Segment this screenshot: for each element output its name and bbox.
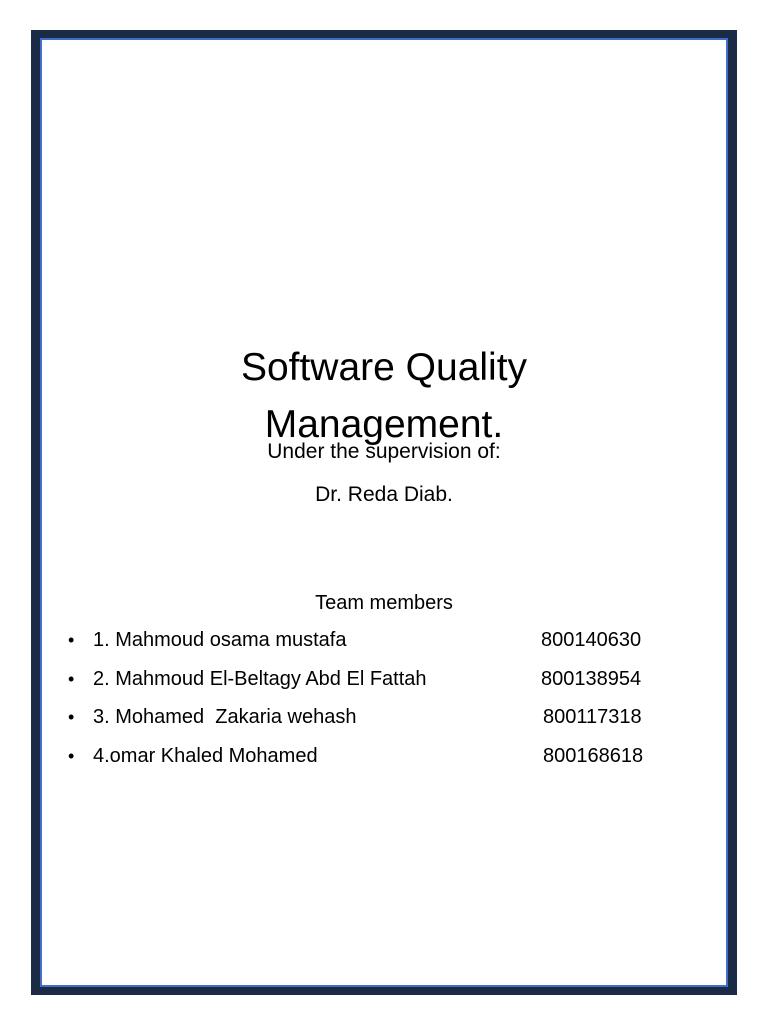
document-title — [0, 339, 768, 453]
member-id: 800168618 — [543, 745, 644, 768]
member-id: 800117318 — [543, 706, 642, 729]
list-item — [68, 665, 668, 704]
supervisor-name: Dr. Reda Diab. — [315, 483, 453, 506]
member-name: 4.omar Khaled Mohamed — [93, 745, 318, 768]
member-id: 800138954 — [541, 667, 642, 690]
list-item — [68, 703, 668, 742]
bullet-icon: • — [68, 630, 75, 650]
list-item — [68, 626, 668, 665]
member-id: 800140630 — [541, 629, 642, 651]
member-name: 1. Mahmoud osama mustafa — [93, 629, 347, 651]
bullet-icon: • — [68, 746, 75, 767]
list-item — [68, 742, 668, 781]
member-name: 3. Mohamed Zakaria wehash — [93, 706, 357, 729]
bullet-icon: • — [68, 668, 75, 689]
team-heading: Team members — [315, 592, 453, 614]
title-line-2: Management. — [264, 403, 504, 447]
bullet-icon: • — [68, 707, 75, 728]
page-frame-inner — [40, 38, 728, 987]
title-line-1: Software Quality — [240, 346, 528, 390]
member-name: 2. Mahmoud El-Beltagy Abd El Fattah — [93, 667, 427, 690]
team-member-list — [68, 626, 668, 781]
supervision-label: Under the supervision of: — [267, 440, 501, 463]
